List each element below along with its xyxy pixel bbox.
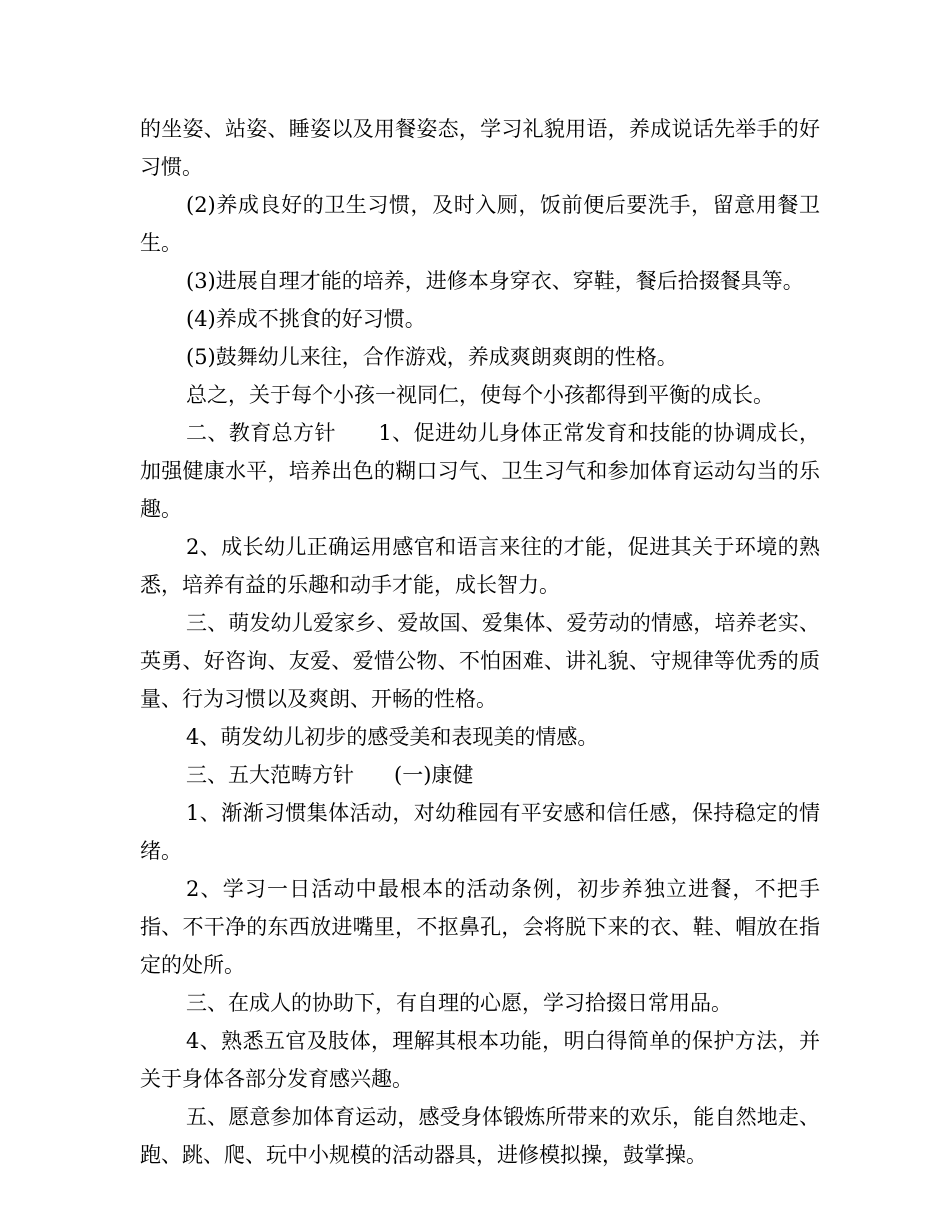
paragraph-group-activity: 1、渐渐习惯集体活动，对幼稚园有平安感和信任感，保持稳定的情绪。 xyxy=(140,801,820,863)
paragraph-continuation: 的坐姿、站姿、睡姿以及用餐姿态，学习礼貌用语，养成说话先举手的好习惯。 xyxy=(140,117,820,179)
paragraph-body-parts: 4、熟悉五官及肢体，理解其根本功能，明白得简单的保护方法，并关于身体各部分发育感兴趣。 xyxy=(140,1029,820,1091)
paragraph-education-policy: 二、教育总方针 1、促进幼儿身体正常发育和技能的协调成长，加强健康水平，培养出色的糊口习气、卫生习气和参加体育运动勾当的乐趣。 xyxy=(140,421,820,521)
document-page xyxy=(140,110,820,1174)
heading-five-domains: 三、五大范畴方针 (一)康健 xyxy=(186,763,474,787)
paragraph-beauty: 4、萌发幼儿初步的感受美和表现美的情感。 xyxy=(186,725,599,749)
paragraph-senses-language: 2、成长幼儿正确运用感官和语言来往的才能，促进其关于环境的熟悉，培养有益的乐趣和动手才能，成长智力。 xyxy=(140,535,820,597)
paragraph-no-picky-eating: (4)养成不挑食的好习惯。 xyxy=(186,307,426,331)
paragraph-emotions: 三、萌发幼儿爱家乡、爱故国、爱集体、爱劳动的情感，培养老实、英勇、好咨询、友爱、爱惜公物、不怕困难、讲礼貌、守规律等优秀的质量、行为习惯以及爽朗、开畅的性格。 xyxy=(140,611,820,711)
paragraph-sports: 五、愿意参加体育运动，感受身体锻炼所带来的欢乐，能自然地走、跑、跳、爬、玩中小规模的活动器具，进修模拟操，鼓掌操。 xyxy=(140,1105,820,1167)
paragraph-summary: 总之，关于每个小孩一视同仁，使每个小孩都得到平衡的成长。 xyxy=(186,383,774,407)
paragraph-self-care: (3)进展自理才能的培养，进修本身穿衣、穿鞋，餐后拾掇餐具等。 xyxy=(186,269,804,293)
paragraph-hygiene-habit: (2)养成良好的卫生习惯，及时入厕，饭前便后要洗手，留意用餐卫生。 xyxy=(140,193,820,255)
paragraph-self-care-wish: 三、在成人的协助下，有自理的心愿，学习拾掇日常用品。 xyxy=(186,991,732,1015)
paragraph-daily-routine: 2、学习一日活动中最根本的活动条例，初步养独立进餐，不把手指、不干净的东西放进嘴里，不抠鼻孔，会将脱下来的衣、鞋、帽放在指定的处所。 xyxy=(140,877,820,977)
paragraph-encourage-interaction: (5)鼓舞幼儿来往，合作游戏，养成爽朗爽朗的性格。 xyxy=(186,345,678,369)
